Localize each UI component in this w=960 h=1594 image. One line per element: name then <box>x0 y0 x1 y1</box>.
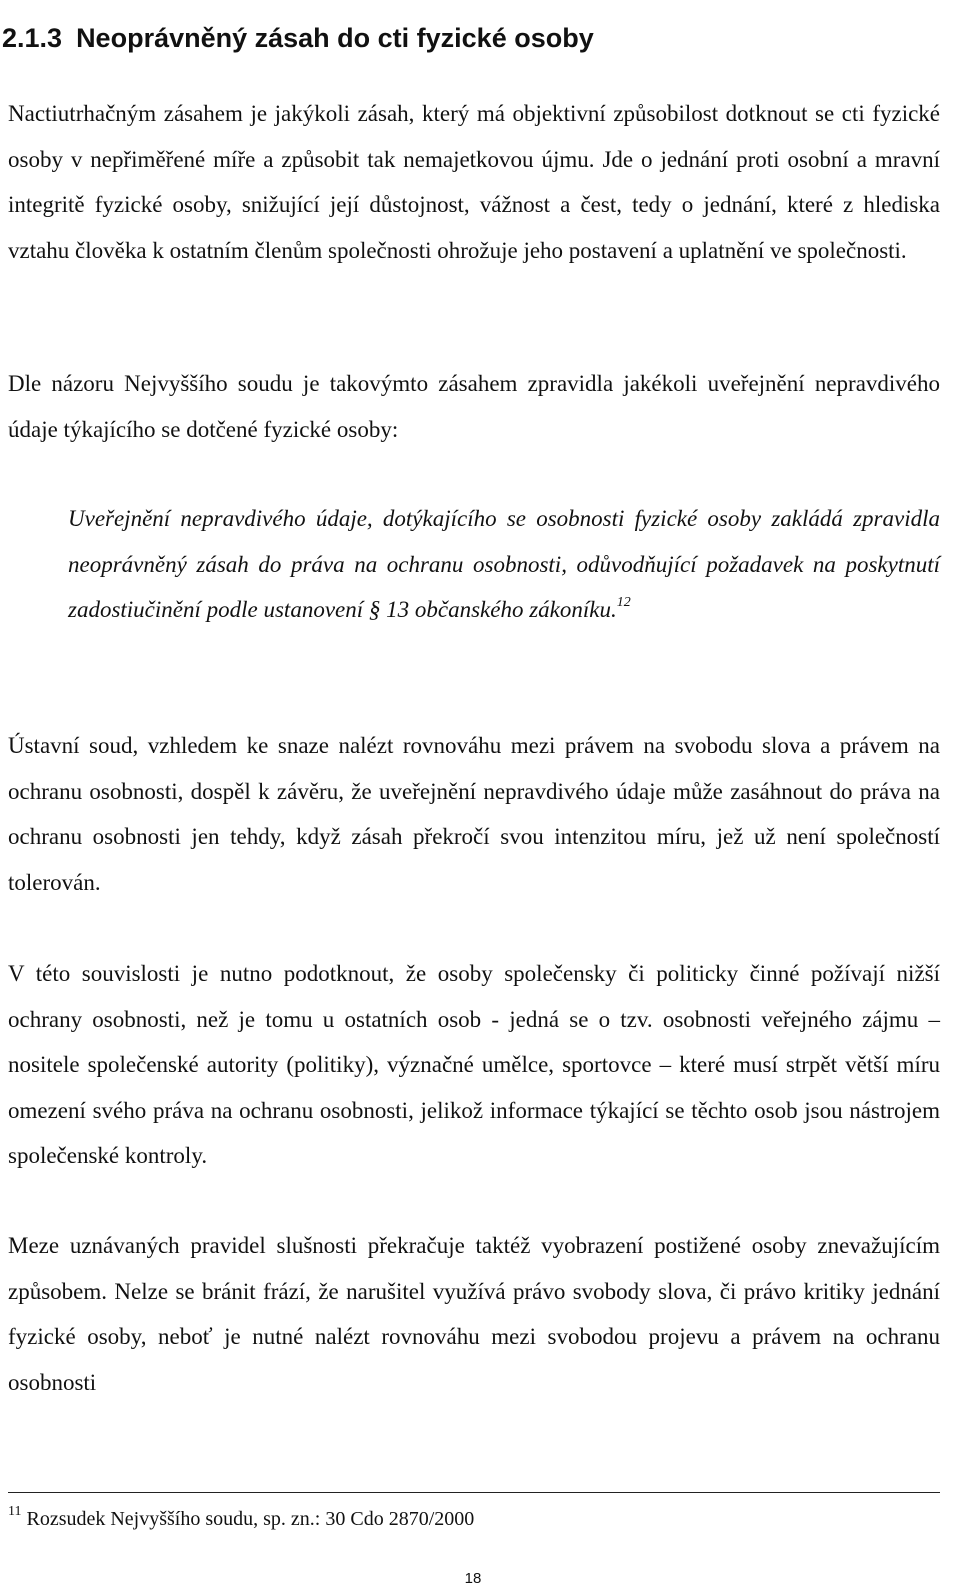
footnote-text: Rozsudek Nejvyššího soudu, sp. zn.: 30 Cdo 2870/2000 <box>26 1508 475 1530</box>
section-title: Neoprávněný zásah do cti fyzické osoby <box>76 23 594 54</box>
footnote <box>8 1506 474 1532</box>
paragraph-defamation-definition: Nactiutrhačným zásahem je jakýkoli zásah, který má objektivní způsobilost dotknout se cti fyzické osoby v nepřiměřené míře a způsobit tak nemajetkovou újmu. Jde o jednání proti osobní a mravní integritě fyzické osoby, snižující její důstojnost, vážnost a čest, tedy o jednání, které z hlediska vztahu člověka k ostatním členům společnosti ohrožuje jeho postavení a uplatnění ve společnosti. <box>8 101 940 263</box>
footnote-divider <box>8 1492 940 1493</box>
paragraph-public-persons: V této souvislosti je nutno podotknout, že osoby společensky či politicky činné požívají nižší ochrany osobnosti, než je tomu u ostatních osob - jedná se o tzv. osobnosti veřejného zájmu – nositele společenské autority (politiky), význačné umělce, sportovce – které musí strpět větší míru omezení svého práva na ochranu osobnosti, jelikož informace týkající se těchto osob jsou nástrojem společenské kontroly. <box>8 961 940 1168</box>
page-number: 18 <box>464 1570 482 1587</box>
footnote-marker: 11 <box>8 1504 22 1520</box>
paragraph-decency-limits: Meze uznávaných pravidel slušnosti překračuje taktéž vyobrazení postižené osoby znevažujícím způsobem. Nelze se bránit frází, že narušitel využívá právo svobody slova, či právo kritiky jednání fyzické osoby, neboť je nutné nalézt rovnováhu mezi svobodou projevu a právem na ochranu osobnosti <box>8 1233 940 1395</box>
block-quote <box>68 496 940 633</box>
paragraph-constitutional-court: Ústavní soud, vzhledem ke snaze nalézt rovnováhu mezi právem na svobodu slova a právem na ochranu osobnosti, dospěl k závěru, že uveřejnění nepravdivého údaje může zasáhnout do práva na ochranu osobnosti jen tehdy, když zásah překročí svou intenzitou míru, jež už není společností tolerován. <box>8 733 940 895</box>
section-heading <box>2 22 594 54</box>
footnote-ref-12: 12 <box>616 595 631 611</box>
paragraph-supreme-court-opinion: Dle názoru Nejvyššího soudu je takovýmto zásahem zpravidla jakékoli uveřejnění nepravdivého údaje týkajícího se dotčené fyzické osoby: <box>8 371 940 442</box>
section-number: 2.1.3 <box>2 23 63 54</box>
quote-text: Uveřejnění nepravdivého údaje, dotýkajícího se osobnosti fyzické osoby zakládá zpravidla neoprávněný zásah do práva na ochranu osobnosti, odůvodňující požadavek na poskytnutí zadostiučinění podle ustanovení § 13 občanského zákoníku. <box>68 506 940 622</box>
